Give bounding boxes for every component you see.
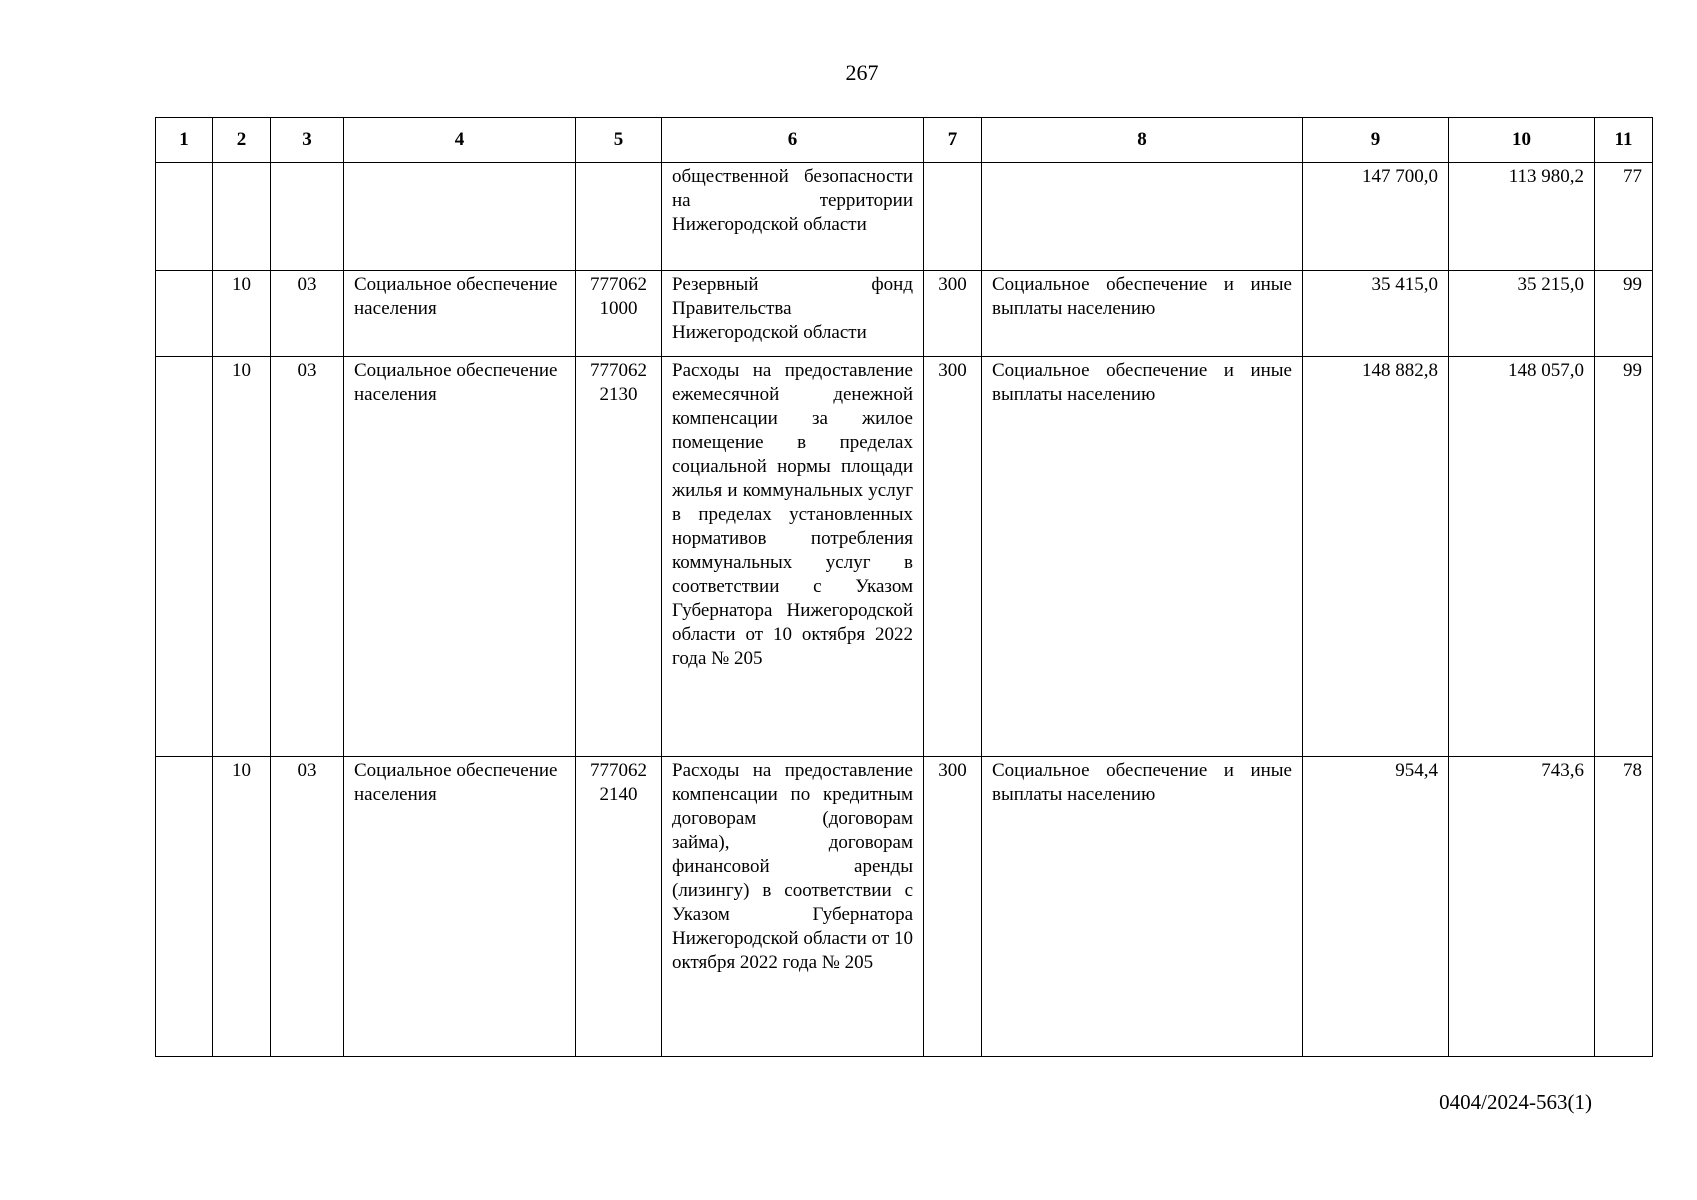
cell-expense-type-name <box>982 163 1303 271</box>
column-header: 2 <box>213 118 271 163</box>
cell-subsection-name <box>344 163 576 271</box>
cell-subsection: 03 <box>271 357 344 757</box>
cell-col1 <box>156 271 213 357</box>
column-header: 9 <box>1303 118 1449 163</box>
cell-subsection: 03 <box>271 271 344 357</box>
cell-expense-type: 300 <box>924 357 982 757</box>
cell-subsection-name: Социальное обеспечение населения <box>344 357 576 757</box>
cell-actual-amount: 113 980,2 <box>1449 163 1595 271</box>
cell-target-name: Расходы на предоставление компенсации по кредитным договорам (договорам займа), договорам финансовой аренды (лизингу) в соответствии с Указом Губернатора Нижегородской области от 10 октября 2022 года № 205 <box>662 757 924 1057</box>
table-row <box>156 271 1653 357</box>
cell-subsection-name: Социальное обеспечение населения <box>344 271 576 357</box>
cell-planned-amount: 147 700,0 <box>1303 163 1449 271</box>
page-number: 267 <box>845 60 879 85</box>
cell-target-name: Резервный фонд Правительства Нижегородской области <box>662 271 924 357</box>
cell-target-name: общественной безопасности на территории Нижегородской области <box>662 163 924 271</box>
cell-col1 <box>156 757 213 1057</box>
cell-expense-type-name: Социальное обеспечение и иные выплаты населению <box>982 357 1303 757</box>
column-header: 10 <box>1449 118 1595 163</box>
column-header: 7 <box>924 118 982 163</box>
cell-target-code <box>576 163 662 271</box>
cell-percent: 99 <box>1595 357 1653 757</box>
cell-target-code: 777062 1000 <box>576 271 662 357</box>
cell-section: 10 <box>213 357 271 757</box>
cell-expense-type: 300 <box>924 271 982 357</box>
cell-percent: 78 <box>1595 757 1653 1057</box>
cell-section <box>213 163 271 271</box>
document-code: 0404/2024-563(1) <box>1439 1090 1592 1114</box>
table-row <box>156 163 1653 271</box>
cell-section: 10 <box>213 757 271 1057</box>
cell-actual-amount: 148 057,0 <box>1449 357 1595 757</box>
cell-target-name: Расходы на предоставление ежемесячной денежной компенсации за жилое помещение в пределах социальной нормы площади жилья и коммунальных услуг в пределах установленных нормативов потребления коммунальных услуг в соответствии с Указом Губернатора Нижегородской области от 10 октября 2022 года № 205 <box>662 357 924 757</box>
cell-planned-amount: 35 415,0 <box>1303 271 1449 357</box>
table-header-row <box>156 118 1653 163</box>
column-header: 11 <box>1595 118 1653 163</box>
cell-target-code: 777062 2140 <box>576 757 662 1057</box>
column-header: 1 <box>156 118 213 163</box>
cell-actual-amount: 35 215,0 <box>1449 271 1595 357</box>
cell-expense-type-name: Социальное обеспечение и иные выплаты населению <box>982 757 1303 1057</box>
cell-planned-amount: 148 882,8 <box>1303 357 1449 757</box>
cell-percent: 77 <box>1595 163 1653 271</box>
cell-col1 <box>156 357 213 757</box>
cell-expense-type: 300 <box>924 757 982 1057</box>
table-row <box>156 757 1653 1057</box>
column-header: 6 <box>662 118 924 163</box>
cell-subsection <box>271 163 344 271</box>
cell-subsection-name: Социальное обеспечение населения <box>344 757 576 1057</box>
column-header: 4 <box>344 118 576 163</box>
cell-expense-type <box>924 163 982 271</box>
column-header: 3 <box>271 118 344 163</box>
cell-target-code: 777062 2130 <box>576 357 662 757</box>
cell-subsection: 03 <box>271 757 344 1057</box>
cell-planned-amount: 954,4 <box>1303 757 1449 1057</box>
budget-table <box>155 117 1653 1057</box>
cell-expense-type-name: Социальное обеспечение и иные выплаты населению <box>982 271 1303 357</box>
column-header: 8 <box>982 118 1303 163</box>
cell-section: 10 <box>213 271 271 357</box>
table-row <box>156 357 1653 757</box>
cell-percent: 99 <box>1595 271 1653 357</box>
column-header: 5 <box>576 118 662 163</box>
cell-actual-amount: 743,6 <box>1449 757 1595 1057</box>
cell-col1 <box>156 163 213 271</box>
